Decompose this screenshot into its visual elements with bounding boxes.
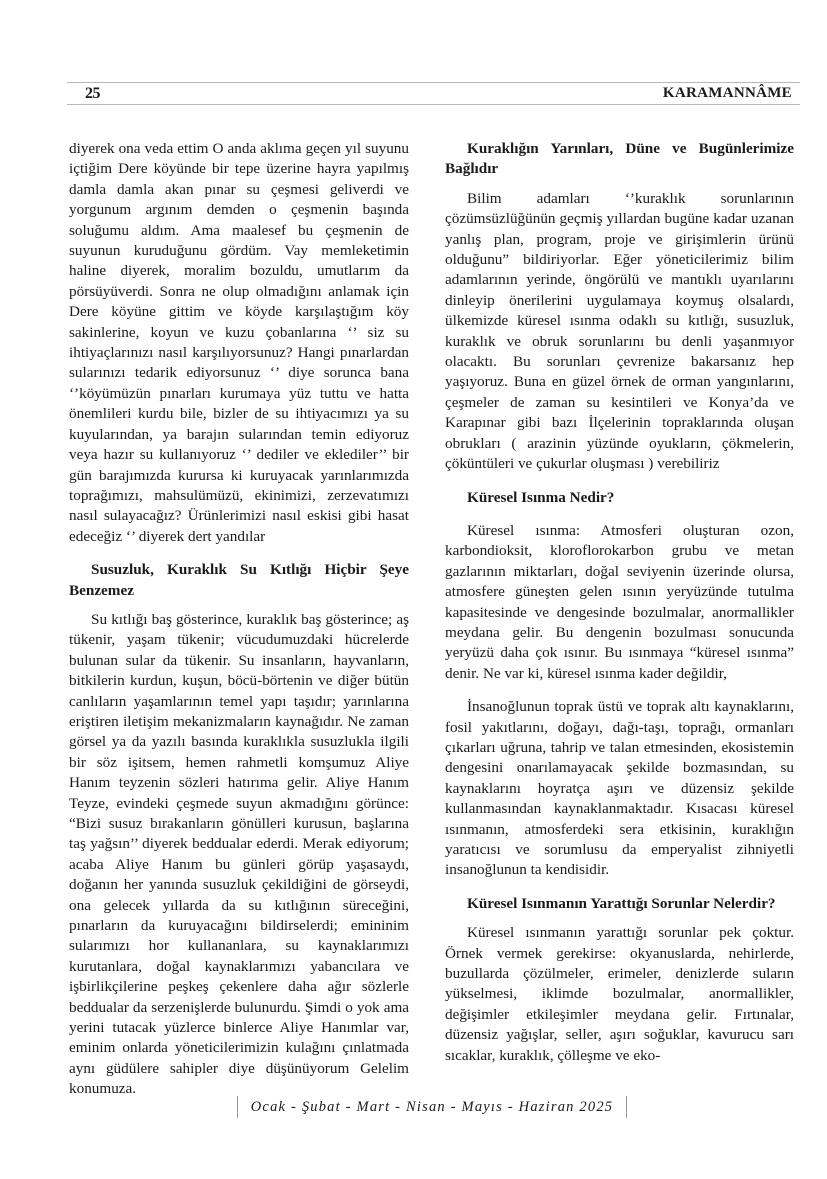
left-column [69,139,409,1100]
paragraph: Küresel ısınma: Atmosferi oluşturan ozon, karbondioksit, kloroflorokarbon grubu ve metan gazlarının miktarları, doğal seviyenin üzerinde olursa, atmosfere güneşten gelen ısının yeryüzünde tutulma kapasitesinde ve dengesinde bozulmalar, anormallikler meydana gelir. Bu dengenin bozulması sonucunda yeryüzü daha çok ısınır. Bu ısınmaya “küresel ısınma” denir. Ne var ki, küresel ısınma kader değildir, [445,521,794,682]
paragraph: İnsanoğlunun toprak üstü ve toprak altı kaynaklarını, fosil yakıtlarını, doğayı, dağı-taşı, toprağı, ormanları çıkarları uğruna, tahrip ve talan etmesinden, ekosistemin dengesini onarılamayacak şekilde bozmasından, su kaynaklarını hoyratça aşırı ve düzensiz şekilde kullanmasından kaynaklanmaktadır. Kısacası küresel ısınmanın, atmosferdeki sera etkisinin, kuraklığın yaratıcısı ve sorumlusu da emperyalist zihniyetli insanoğlunun ta kendisidir. [445,698,794,879]
right-column [445,139,794,1066]
section-heading: Kuraklığın Yarınları, Düne ve Bugünlerimize Bağlıdır [445,140,794,178]
section-heading: Susuzluk, Kuraklık Su Kıtlığı Hiçbir Şeye Benzemez [69,561,409,599]
paragraph: Bilim adamları ‘’kuraklık sorunlarının çözümsüzlüğünün geçmiş yıllardan bugüne kadar uzanan yanlış plan, program, proje ve girişimlerin ürünü olduğunu” bildiriyorlar. Eğer yöneticilerimiz bilim adamlarının yerinde, öngörülü ve mantıklı uyarılarını dinleyip önerilerini uygulamaya koymuş olsalardı, ülkemizde küresel ısınma odaklı su kıtlığı, susuzluk, kuraklık ve obruk sorunlarını bu denli yaşanmıyor olacaktı. Bu sorunları çevrenize bakarsanız hep yaşıyoruz. Buna en güzel örnek de orman yangınlarını, çeşmeler de zaman su kesintileri ve Konya’da ve Karapınar gibi bazı İlçelerinin topraklarında oluşan obrukları ( arazinin yüzünde oyukların, çökmelerin, çöküntüleri ve çukurlar oluşması ) verebiliriz [445,189,794,473]
journal-title: KARAMANNÂME [662,85,792,101]
paragraph: Küresel ısınmanın yarattığı sorunlar pek çoktur. Örnek vermek gerekirse: okyanuslarda, nehirlerde, buzullarda çözülmeler, erimeler, denizlerde suların yükselmesi, iklimde bozulmalar, anormallikler, değişimler etkileşimler meydana gelir. Fırtınalar, düzensiz yağışlar, seller, aşırı soğuklar, kavurucu sarı sıcaklar, kuraklık, çölleşme ve eko- [445,924,794,1064]
section-heading: Küresel Isınmanın Yarattığı Sorunlar Nelerdir? [467,894,776,912]
section-heading: Küresel Isınma Nedir? [467,488,615,506]
paragraph: diyerek ona veda ettim O anda aklıma geçen yıl suyunu içtiğim Dere köyünde bir tepe üzerine hayra yapılmış damla damla akan pınar su çeşmesi geliverdi ve yorgunum argınım demden o çeşmenin başında soluğumu aldım. Ama maalesef bu çeşmenin de suyunun kuruduğunu gördüm. Vay memleketimin haline diyerek, moralim bozuldu, umutlarım da pörsüyüverdi. Sonra ne olup olmadığını anlamak için Dere köyüne gittim ve köyde karşılaştığım köy sakinlerine, koyun ve kuzu çobanlarına ‘’ siz su ihtiyaçlarınızı nasıl karşılıyorsunuz? Hangi pınarlardan sularınızı tedarik ediyorsunuz ‘’ diye sorunca bana ‘’köyümüzün pınarları kurumaya yüz tuttu ve hatta önemlileri kurdu bile, bizler de su ihtiyacımızı ya su kuyularından, ya barajın sularından temin ediyoruz veya hazır su kullanıyoruz ‘’ dediler ve eklediler’’ bir gün barajımızda kurursa ki kuruyacak yarınlarımızda toprağımızı, mahsulümüzü, ekinimizi, zerzevatımızı nasıl sulayacağız? Ürünlerimizi nasıl eskisi gibi hasat edeceğiz ‘’ diyerek dert yandılar [69,140,409,545]
issue-period: Ocak - Şubat - Mart - Nisan - Mayıs - Haziran 2025 [250,1099,614,1115]
page-number: 25 [85,85,100,102]
paragraph: Su kıtlığı baş gösterince, kuraklık baş gösterince; aş tükenir, yaşam tükenir; vücudumuzdaki hücrelerde bulunan sular da tükenir. Su insanların, hayvanların, bitkilerin kurdun, kuşun, böcü-börtenin ve diğer bütün canlıların yaşamlarının temel yapı taşıdır; yarınlarına eriştiren iletişim mekanizmaların kaynağıdır. Ne zaman görsel ya da yazılı basında kuraklıkla susuzlukla ilgili bir söz işitsem, hemen rahmetli komşumuz Aliye Hanım teyzenin sözleri hatırıma gelir. Aliye Hanım Teyze, evindeki çeşmede suyun akmadığını görünce: “Bizi susuz bırakanların gönülleri kurusun, başlarına taş yağsın’’ diyerek beddualar ederdi. Merak ediyorum; acaba Aliye Hanım bu günleri görüp yaşasaydı, doğanın her yanında susuzluk çekildiğini de görseydi, ona gelecek yıllarda da su kıtlığının süreceğini, pınarların da kuruyacağını bildirselerdi; emininim sularımızı hor kullananlara, su kaynaklarımızı kurutanlara, doğal kaynaklarımızı yabancılara ve işbirlikçilerine peşkeş çekenlere daha ağır sözlerle beddualar da serzenişlerde bulunurdu. Şimdi o yok ama yerini tutacak yüzlerce binlerce Aliye Hanımlar var, eminim onlarda yöneticilerimizin kulağını çınlatmada aynı güdülere sahipler diye düşünüyorum Gelelim konumuza. [69,610,409,1098]
running-header [67,82,800,105]
running-footer [237,1096,627,1118]
